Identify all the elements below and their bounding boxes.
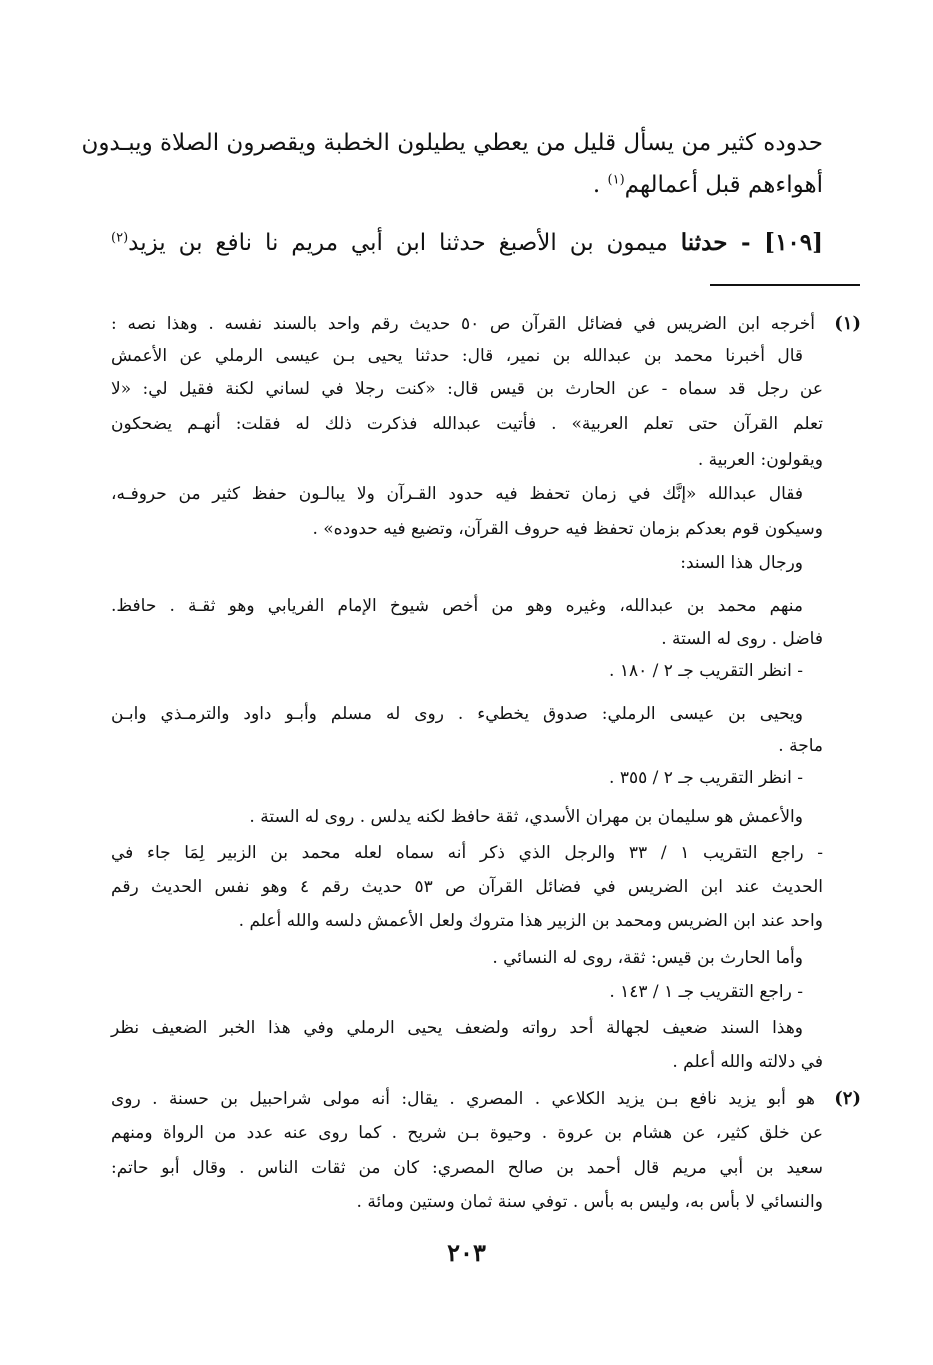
- main-text-line-3-body: ميمون بن الأصبغ حدثنا ابن أبي مريم نا نافع بن يزيد: [128, 230, 668, 256]
- footnote-1-line: ويقولون: العربية .: [697, 450, 823, 470]
- footnote-1-line: الحديث عند ابن الضريس في فضائل القرآن ص ٥٣ حديث رقم ٤ وهو نفس الحديث رقم: [111, 877, 823, 897]
- main-text-line-2-body: أهواءهم قبل أعمالهم: [624, 172, 823, 198]
- footnote-1-line: ويحيى بن عيسى الرملي: صدوق يخطيء . روى له مسلم وأبـو داود والترمـذي وابـن: [111, 704, 803, 724]
- footnote-1-line: والأعمش هو سليمان بن مهران الأسدي، ثقة حافظ لكنه يدلس . روى له الستة .: [249, 807, 803, 827]
- footnote-2-line: هو أبو يزيد نافع بـن يزيد الكلاعي . المصري . يقال: أنه مولى شراحبيل بن حسنة . روى: [111, 1089, 815, 1109]
- footnote-separator: [710, 284, 860, 286]
- footnote-1-line: عن رجل قد سماه - عن الحارث بن قيس قال: «كنت رجلا في لساني لكنة فقيل لي: «لا: [111, 379, 823, 399]
- footnote-1-line: في دلالته والله أعلم .: [672, 1052, 823, 1072]
- main-text-line-1: حدوده كثير من يسأل قليل من يعطي يطيلون الخطبة ويقصرون الصلاة ويبـدون: [81, 130, 823, 156]
- footnote-2-line: سعيد بن أبي مريم قال أحمد بن صالح المصري: كان من ثقات الناس . وقال أبو حاتم:: [111, 1158, 823, 1178]
- footnote-1-line: وأما الحارث بن قيس: ثقة، روى له النسائي .: [492, 948, 803, 968]
- page-number: ٢٠٣: [447, 1238, 486, 1267]
- footnote-1-line: ماجة .: [778, 736, 823, 756]
- footnote-1-line: تعلم القرآن حتى تعلم العربية» . فأتيت عبدالله فذكرت ذلك له فقلت: أنهـم يضحكون: [111, 414, 823, 434]
- footnote-1-line: واحد عند ابن الضريس ومحمد بن الزبير هذا متروك ولعل الأعمش دلسه والله أعلم .: [238, 911, 823, 931]
- footnote-1-line: وسيكون قوم بعدكم بزمان تحفظ فيه حروف القرآن، وتضيع فيه حدوده» .: [312, 519, 823, 539]
- footnote-1-line: فاضل . روى له الستة .: [661, 629, 823, 649]
- footnote-1-marker: (١): [834, 313, 861, 334]
- main-text-line-2: [111, 170, 823, 200]
- footnote-1-line: - انظر التقريب جـ ٢ / ١٨٠ .: [609, 661, 803, 681]
- footnote-2-line: والنسائي لا بأس به، وليس به بأس . توفي سنة ثمان وستين ومائة .: [356, 1192, 823, 1212]
- main-text-line-3: [111, 228, 823, 258]
- footnote-1-line: - راجع التقريب جـ ١ / ١٤٣ .: [609, 982, 803, 1002]
- footnote-1-line: وهذا السند ضعيف لجهالة أحد رواته ولضعف يحيى الرملي وفي هذا الخبر الضعيف نظر: [111, 1018, 803, 1038]
- footnote-ref-1: (١): [607, 172, 625, 188]
- footnote-1-line: أخرجه ابن الضريس في فضائل القرآن ص ٥٠ حديث رقم واحد بالسند نفسه . وهذا نصه :: [111, 314, 815, 334]
- footnote-1-line: - راجع التقريب ١ / ٣٣ والرجل الذي ذكر أنه سماه لعله محمد بن الزبير لِمَا جاء في: [111, 843, 823, 863]
- footnote-1-line: قال أخبرنا محمد بن عبدالله بن نمير، قال: حدثنا يحيى بـن عيسى الرملي عن الأعمش: [111, 346, 803, 366]
- footnote-1-line: منهم محمد بن عبدالله، وغيره وهو من أخص شيوخ الإمام الفريابي وهو ثقـة . حافظ.: [111, 596, 803, 616]
- footnote-2-marker: (٢): [834, 1088, 861, 1109]
- footnote-2-line: عن خلق كثير، عن هشام بن عروة . وحيوة بـن شريح . كما روى عنه عدد من الرواة ومنهم: [111, 1123, 823, 1143]
- footnote-1-line: - انظر التقريب جـ ٢ / ٣٥٥ .: [609, 768, 803, 788]
- main-text-line-2-end: .: [592, 172, 601, 198]
- footnote-1-line: ورجال هذا السند:: [680, 553, 803, 573]
- footnote-1-line: فقال عبدالله «إنَّك في زمان تحفظ فيه حدود القـرآن ولا يبالـون حفظ كثير من حروفـه،: [111, 484, 803, 504]
- hadith-number: [١٠٩] - حدثنا: [680, 229, 824, 256]
- footnote-ref-2: (٢): [111, 230, 129, 246]
